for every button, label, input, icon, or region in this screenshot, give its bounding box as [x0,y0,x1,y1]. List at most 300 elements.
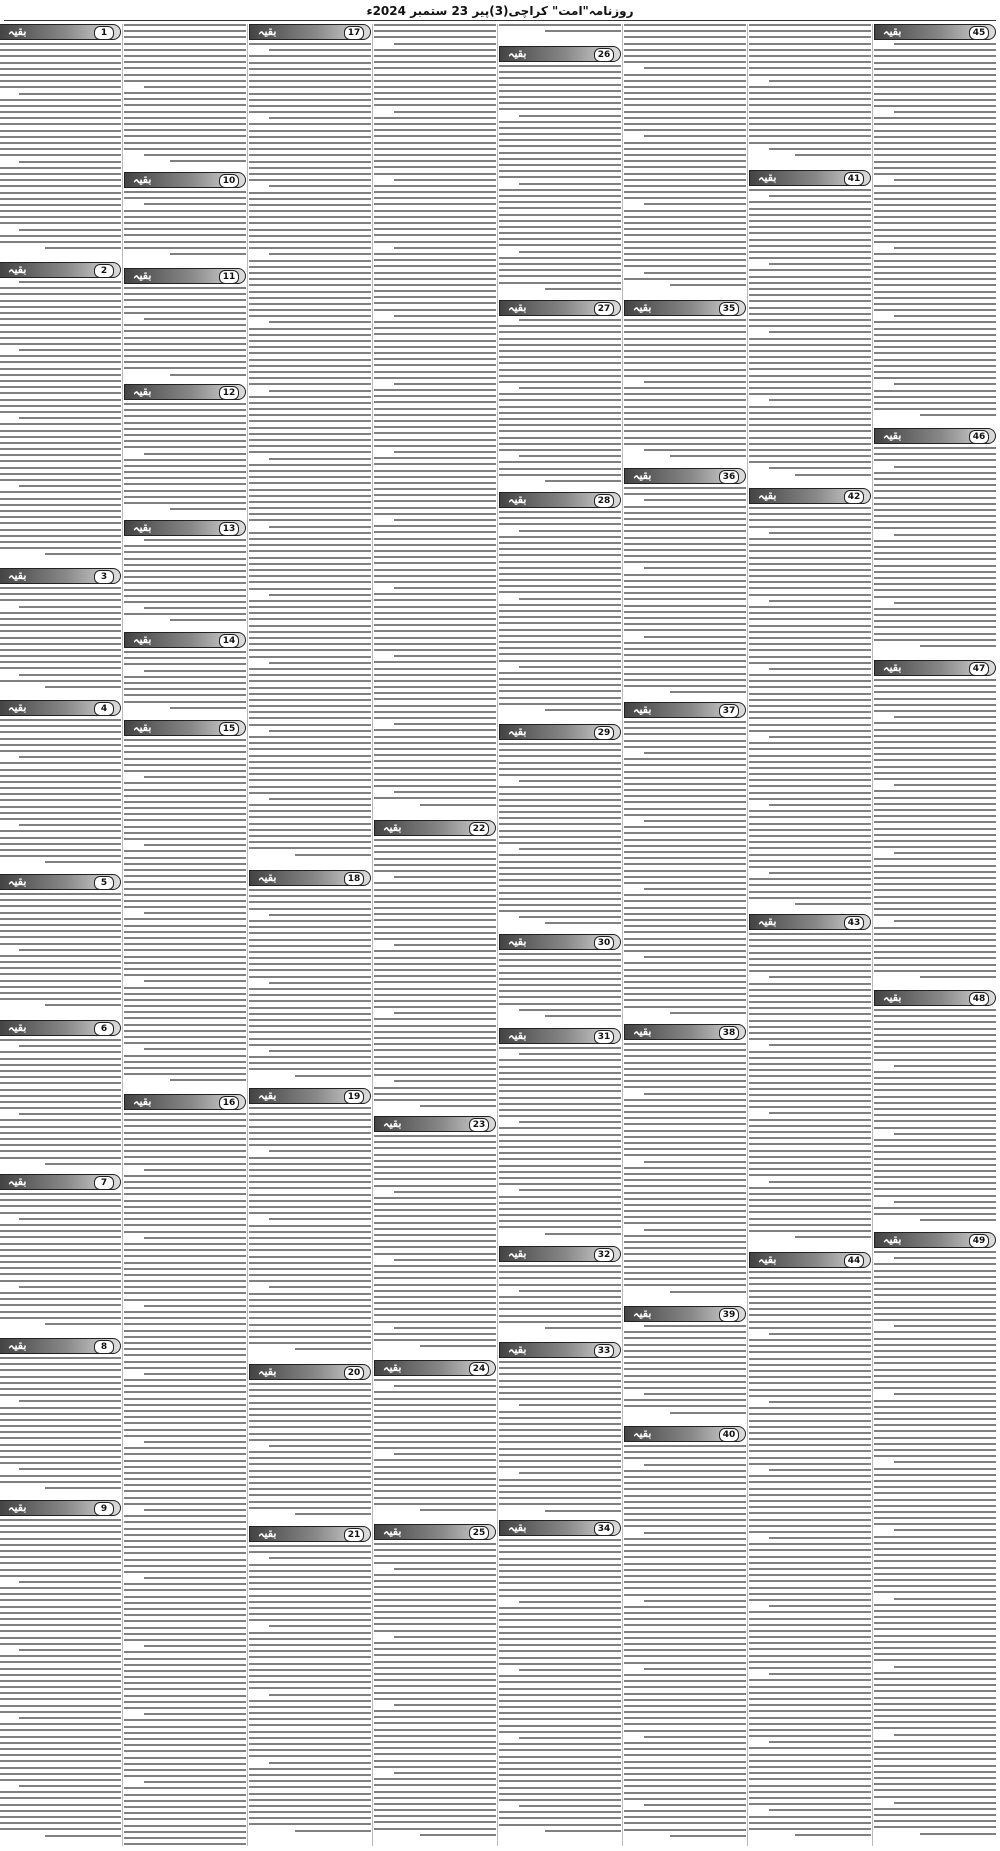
text-line [749,637,871,639]
text-line [624,247,746,249]
text-line [624,777,746,779]
text-line [874,1765,996,1767]
text-line [749,1562,871,1564]
text-line [624,938,746,940]
text-line [624,727,746,729]
text-line [499,1743,621,1745]
text-line [0,111,121,113]
text-line [499,1688,621,1690]
section-number: 26 [594,48,614,62]
text-line [874,546,996,548]
text-line [874,346,996,348]
text-line [0,179,121,181]
text-line [624,1272,746,1274]
section-label: بقیہ [383,821,402,834]
text-line [124,409,246,411]
text-line [624,580,746,582]
text-line [749,1599,871,1601]
text-line [749,1432,871,1434]
text-line [624,1210,746,1212]
text-line [499,356,621,358]
text-line [874,309,996,311]
text-line [624,518,746,520]
text-line [0,467,121,469]
article-text-block [0,1039,121,1165]
text-line [874,1499,996,1501]
article-text-block [249,43,371,856]
text-line [499,959,621,961]
text-line [874,908,996,910]
text-line [170,253,246,255]
text-line [874,1703,996,1705]
text-line [874,1616,996,1618]
text-line [749,1187,871,1189]
text-line [124,826,246,828]
text-line [0,1095,121,1097]
text-line [624,241,746,243]
text-line [874,1188,996,1190]
text-line [249,1774,371,1776]
text-line [874,1746,996,1748]
text-line [124,1602,246,1604]
text-line [249,1706,371,1708]
text-line [374,562,496,564]
text-line [374,661,496,663]
text-line [249,1457,371,1459]
text-line [749,1193,871,1195]
text-line [874,1641,996,1643]
text-line [749,569,871,571]
text-line [249,260,371,262]
text-line [45,247,121,249]
text-line [499,84,621,86]
text-line [749,711,871,713]
text-line [499,1109,621,1111]
text-line [749,424,871,426]
text-line [874,453,996,455]
text-line [499,1084,621,1086]
text-line [749,1382,871,1384]
text-line [0,541,121,543]
text-line [0,1481,121,1483]
text-line [769,399,871,401]
text-line [0,454,121,456]
column-3 [624,24,746,1846]
text-line [19,674,121,676]
text-line [624,1495,746,1497]
text-line [144,607,246,609]
text-line [499,604,621,606]
text-line [0,1119,121,1121]
text-line [249,816,371,818]
text-line [874,1077,996,1079]
section-label: بقیہ [633,1025,652,1038]
text-line [874,490,996,492]
text-line [374,290,496,292]
text-line [624,1822,746,1824]
text-line [624,1686,746,1688]
text-line [874,210,996,212]
text-line [374,686,496,688]
text-line [624,1829,746,1831]
text-line [749,36,871,38]
text-line [795,903,871,905]
section-label: بقیہ [8,1021,27,1034]
text-line [0,1462,121,1464]
text-line [124,403,246,405]
text-line [0,1779,121,1781]
text-line [249,93,371,95]
text-line [124,1429,246,1431]
text-line [374,1290,496,1292]
text-line [249,136,371,138]
text-line [749,1500,871,1502]
text-line [0,117,121,119]
text-line [749,1057,871,1059]
text-line [499,585,621,587]
text-line [374,445,496,447]
section-label: بقیہ [133,721,152,734]
text-line [0,1317,121,1319]
article-text-block [499,65,621,290]
text-line [749,1580,871,1582]
text-line [0,1255,121,1257]
text-line [394,43,496,45]
text-line [0,649,121,651]
text-line [124,446,246,448]
text-line [374,222,496,224]
text-line [249,748,371,750]
text-line [499,1497,621,1499]
section-banner [124,520,246,536]
text-line [249,1293,371,1295]
text-line [124,496,246,498]
text-line [749,1457,871,1459]
text-line [124,1707,246,1709]
text-line [394,655,496,657]
text-line [374,142,496,144]
text-line [124,1503,246,1505]
text-line [499,195,621,197]
text-line [249,507,371,509]
text-line [0,411,121,413]
section-label: بقیہ [633,469,652,482]
text-line [624,863,746,865]
text-line [0,1606,121,1608]
text-line [249,396,371,398]
text-line [124,142,246,144]
text-line [0,318,121,320]
text-line [749,952,871,954]
text-line [0,392,121,394]
text-line [644,1464,746,1466]
section-banner [499,300,621,316]
text-line [0,529,121,531]
section-label: بقیہ [508,1029,527,1042]
text-line [624,443,746,445]
text-line [499,1047,621,1049]
text-line [874,1653,996,1655]
text-line [374,1271,496,1273]
text-line [124,1330,246,1332]
text-line [874,633,996,635]
section-number: 47 [969,662,989,676]
text-line [249,291,371,293]
text-line [769,263,871,265]
text-line [0,374,121,376]
text-line [170,160,246,162]
text-line [874,1579,996,1581]
text-line [874,741,996,743]
text-line [124,361,246,363]
text-line [249,1786,371,1788]
section-label: بقیہ [883,1233,902,1246]
article-text-block [624,319,746,457]
text-line [624,1241,746,1243]
text-line [499,412,621,414]
text-line [769,467,871,469]
text-line [624,319,746,321]
text-line [249,1576,371,1578]
text-line [624,24,746,26]
text-line [124,1701,246,1703]
text-line [0,105,121,107]
text-line [624,74,746,76]
text-line [374,160,496,162]
text-line [124,129,246,131]
text-line [499,145,621,147]
text-line [624,412,746,414]
text-line [749,810,871,812]
text-line [124,1664,246,1666]
text-line [124,1769,246,1771]
text-line [749,232,871,234]
article-text-block [0,719,121,863]
text-line [124,894,246,896]
section-banner [0,1174,121,1190]
text-line [499,362,621,364]
text-line [124,850,246,852]
text-line [124,43,246,45]
article-text-block [0,1519,121,1837]
text-line [749,1370,871,1372]
text-line [249,1420,371,1422]
text-line [624,1105,746,1107]
text-line [499,96,621,98]
text-line [374,858,496,860]
text-line [0,1064,121,1066]
text-line [749,563,871,565]
text-line [0,1425,121,1427]
text-line [749,526,871,528]
text-line [249,1712,371,1714]
text-line [374,210,496,212]
text-line [624,975,746,977]
text-line [499,1570,621,1572]
text-line [249,247,371,249]
text-line [249,939,371,941]
text-line [374,426,496,428]
text-line [499,1103,621,1105]
text-line [124,1763,246,1765]
text-line [249,847,371,849]
text-line [124,1757,246,1759]
text-line [0,599,121,601]
text-line [874,871,996,873]
text-line [874,1826,996,1828]
text-line [874,729,996,731]
text-line [124,564,246,566]
text-line [624,1117,746,1119]
text-line [374,531,496,533]
text-line [874,1517,996,1519]
text-line [374,482,496,484]
text-line [874,620,996,622]
text-line [124,782,246,784]
text-line [874,130,996,132]
text-line [124,1280,246,1282]
text-line [0,516,121,518]
text-line [874,1659,996,1661]
continuation-section [499,300,621,492]
text-line [0,769,121,771]
section-banner [0,1020,121,1036]
text-line [644,1393,746,1395]
text-line [749,1686,871,1688]
text-line [249,365,371,367]
text-line [499,158,621,160]
text-line [624,1544,746,1546]
text-line [624,437,746,439]
text-line [249,1274,371,1276]
section-number: 48 [969,992,989,1006]
text-line [249,1200,371,1202]
text-line [374,432,496,434]
text-line [894,1393,996,1395]
text-line [769,1044,871,1046]
text-line [0,719,121,721]
text-line [249,1737,371,1739]
text-line [499,579,621,581]
text-line [749,779,871,781]
text-line [124,1061,246,1063]
text-line [749,1506,871,1508]
text-line [749,1519,871,1521]
text-line [374,1308,496,1310]
text-line [920,645,996,647]
text-line [249,1700,371,1702]
text-line [249,402,371,404]
text-line [795,474,871,476]
text-line [374,1661,496,1663]
text-line [749,970,871,972]
text-line [374,1234,496,1236]
text-line [249,340,371,342]
text-line [0,812,121,814]
text-line [144,912,246,914]
text-line [624,944,746,946]
text-line [374,1815,496,1817]
text-line [124,1744,246,1746]
text-line [749,189,871,191]
text-line [749,674,871,676]
text-line [644,567,746,569]
text-line [0,1224,121,1226]
text-line [499,1271,621,1273]
text-line [499,1811,621,1813]
text-line [624,1507,746,1509]
text-line [519,1805,621,1807]
text-line [749,798,871,800]
section-label: بقیہ [383,1525,402,1538]
text-line [874,1381,996,1383]
text-line [45,553,121,555]
text-line [624,1253,746,1255]
text-line [124,832,246,834]
text-line [0,1661,121,1663]
text-line [374,358,496,360]
text-line [499,437,621,439]
text-line [269,390,371,392]
continuation-section [0,1174,121,1338]
text-line [624,1445,746,1447]
text-line [499,1774,621,1776]
text-line [144,1441,246,1443]
text-line [374,1203,496,1205]
text-line [394,723,496,725]
text-line [749,55,871,57]
text-line [0,1550,121,1552]
text-line [249,1494,371,1496]
text-line [624,783,746,785]
text-line [499,786,621,788]
text-line [624,1631,746,1633]
text-line [874,371,996,373]
article-text-block [124,1113,246,1846]
text-line [124,801,246,803]
text-line [249,1062,371,1064]
text-line [374,864,496,866]
text-line [0,460,121,462]
text-line [499,762,621,764]
text-line [374,729,496,731]
text-line [644,888,746,890]
text-line [124,502,246,504]
section-number: 4 [94,702,114,716]
text-line [545,288,621,290]
article-text-block [0,281,121,555]
text-line [624,1179,746,1181]
article-text-block [499,953,621,1017]
text-line [874,1424,996,1426]
text-line [644,381,746,383]
text-line [499,616,621,618]
text-line [374,1722,496,1724]
text-line [894,383,996,385]
text-line [749,519,871,521]
text-line [749,1125,871,1127]
section-banner [0,1500,121,1516]
text-line [249,1451,371,1453]
text-line [749,656,871,658]
text-line [769,1673,871,1675]
section-label: بقیہ [883,25,902,38]
text-line [374,1617,496,1619]
text-line [670,691,746,693]
text-line [499,573,621,575]
text-line [19,606,121,608]
text-line [249,216,371,218]
